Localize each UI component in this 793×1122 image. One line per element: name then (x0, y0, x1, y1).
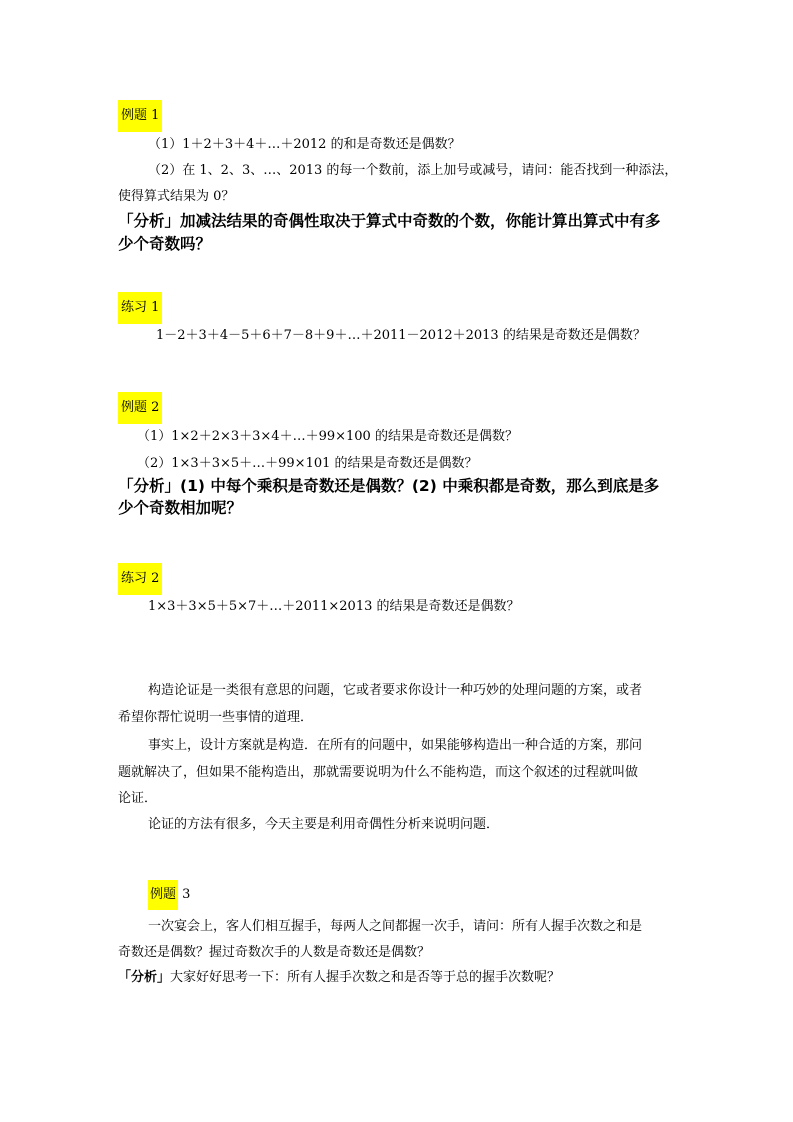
intro-paragraph-1-line-2: 希望你帮忙说明一些事情的道理． (118, 710, 314, 725)
example-3-analysis-tag: 「分析」 (118, 970, 171, 985)
example-2-label: 例题 2 (118, 392, 162, 424)
example-3-analysis (118, 969, 560, 987)
example-3-label (148, 880, 190, 910)
example-1-analysis-line-1: 「分析」加减法结果的奇偶性取决于算式中奇数的个数，你能计算出算式中有多 (118, 212, 661, 230)
example-1-question-2-line-1: （2）在 1、2、3、…、2013 的每一个数前，添上加号或减号，请问：能否找到一种添法， (148, 163, 678, 178)
example-1-question-1: （1）1＋2＋3＋4＋…＋2012 的和是奇数还是偶数？ (148, 137, 461, 152)
example-1-question-2-line-2: 使得算式结果为 0？ (118, 189, 235, 204)
example-2-question-2: （2）1×3＋3×5＋…＋99×101 的结果是奇数还是偶数？ (137, 456, 478, 471)
intro-paragraph-2-line-3: 论证． (118, 791, 158, 806)
example-3-question-line-1: 一次宴会上，客人们相互握手，每两人之间都握一次手，请问：所有人握手次数之和是 (148, 919, 643, 934)
example-2-analysis-line-1: 「分析」(1) 中每个乘积是奇数还是偶数？(2) 中乘积都是奇数，那么到底是多 (118, 477, 660, 495)
intro-paragraph-2-line-2: 题就解决了，但如果不能构造出，那就需要说明为什么不能构造，而这个叙述的过程就叫做 (118, 765, 639, 780)
practice-2-question: 1×3＋3×5＋5×7＋…＋2011×2013 的结果是奇数还是偶数？ (148, 599, 520, 614)
example-1-label: 例题 1 (118, 100, 162, 132)
example-2-analysis-line-2: 少个奇数相加呢？ (118, 499, 243, 517)
example-3-label-highlight: 例题 (148, 880, 178, 910)
intro-paragraph-2-line-1: 事实上，设计方案就是构造．在所有的问题中，如果能够构造出一种合适的方案，那问 (148, 738, 643, 753)
intro-paragraph-3: 论证的方法有很多，今天主要是利用奇偶性分析来说明问题． (148, 817, 500, 832)
example-2-question-1: （1）1×2＋2×3＋3×4＋…＋99×100 的结果是奇数还是偶数？ (137, 429, 518, 444)
example-3-analysis-text: 大家好好思考一下：所有人握手次数之和是否等于总的握手次数呢？ (170, 970, 561, 985)
example-3-question-line-2: 奇数还是偶数？握过奇数次手的人数是奇数还是偶数？ (118, 945, 431, 960)
example-1-analysis-line-2: 少个奇数吗？ (118, 235, 212, 253)
intro-paragraph-1-line-1: 构造论证是一类很有意思的问题，它或者要求你设计一种巧妙的处理问题的方案，或者 (148, 683, 643, 698)
example-3-label-number: 3 (178, 887, 191, 902)
practice-1-label: 练习 1 (118, 292, 162, 324)
practice-1-question: 1－2＋3＋4－5＋6＋7－8＋9＋…＋2011－2012＋2013 的结果是奇数还是偶数？ (156, 328, 646, 343)
practice-2-label: 练习 2 (118, 563, 162, 595)
